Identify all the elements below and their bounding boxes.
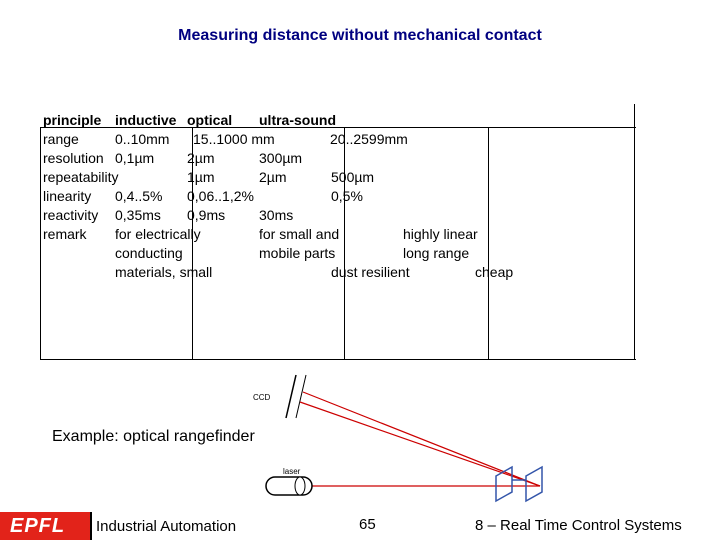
course-name: Industrial Automation [96, 518, 237, 535]
laser-aperture [295, 477, 305, 495]
table-cell: highly linear [403, 226, 478, 242]
example-caption: Example: optical rangefinder [52, 428, 255, 445]
table-cell: 0..10mm [115, 131, 170, 147]
table-cell: 0,9ms [187, 207, 226, 223]
laser-label: laser [283, 467, 301, 476]
reflected-beam-lower [300, 402, 540, 486]
table-cell: 500µm [331, 169, 375, 185]
epfl-logo [0, 512, 90, 540]
chapter-title: 8 – Real Time Control Systems [475, 517, 682, 534]
table-row-label: remark [43, 226, 87, 242]
table-header: principle [43, 112, 102, 128]
table-row-label: resolution [43, 150, 104, 166]
table-cell: dust resilient [331, 264, 410, 280]
ccd-lens [296, 375, 306, 418]
target-shape-near [496, 467, 512, 501]
logo-text: EPFL [10, 515, 66, 537]
table-row-label: linearity [43, 188, 92, 204]
slide-title: Measuring distance without mechanical contact [178, 27, 542, 44]
table-cell: for small and [259, 226, 340, 242]
table-cell: 0,5% [331, 188, 363, 204]
table-header: optical [187, 112, 233, 128]
page-number: 65 [359, 516, 376, 533]
table-cell: 15..1000 mm [193, 131, 275, 147]
table-cell: 20..2599mm [330, 131, 408, 147]
table-row-label: range [43, 131, 79, 147]
table-cell: 300µm [259, 150, 303, 166]
table-row-label: repeatability [43, 169, 119, 185]
table-cell: conducting [115, 245, 183, 261]
table-header: inductive [115, 112, 177, 128]
table-cell: mobile parts [259, 245, 336, 261]
table-cell: long range [403, 245, 470, 261]
table-cell: 0,06..1,2% [187, 188, 254, 204]
table-cell: 0,1µm [115, 150, 155, 166]
table-row-label: reactivity [43, 207, 99, 223]
table-header: ultra-sound [259, 112, 336, 128]
table-cell: materials, small [115, 264, 213, 280]
table-cell: 0,4..5% [115, 188, 163, 204]
ccd-label: CCD [253, 393, 271, 402]
table-cell: 0,35ms [115, 207, 161, 223]
table-cell: cheap [475, 264, 514, 280]
table-cell: 1µm [187, 169, 215, 185]
table-cell: 2µm [259, 169, 287, 185]
table-cell: 2µm [187, 150, 215, 166]
table-cell: for electrically [115, 226, 201, 242]
table-cell: 30ms [259, 207, 294, 223]
ccd-sensor-line [286, 375, 296, 418]
footer-divider [90, 512, 92, 540]
